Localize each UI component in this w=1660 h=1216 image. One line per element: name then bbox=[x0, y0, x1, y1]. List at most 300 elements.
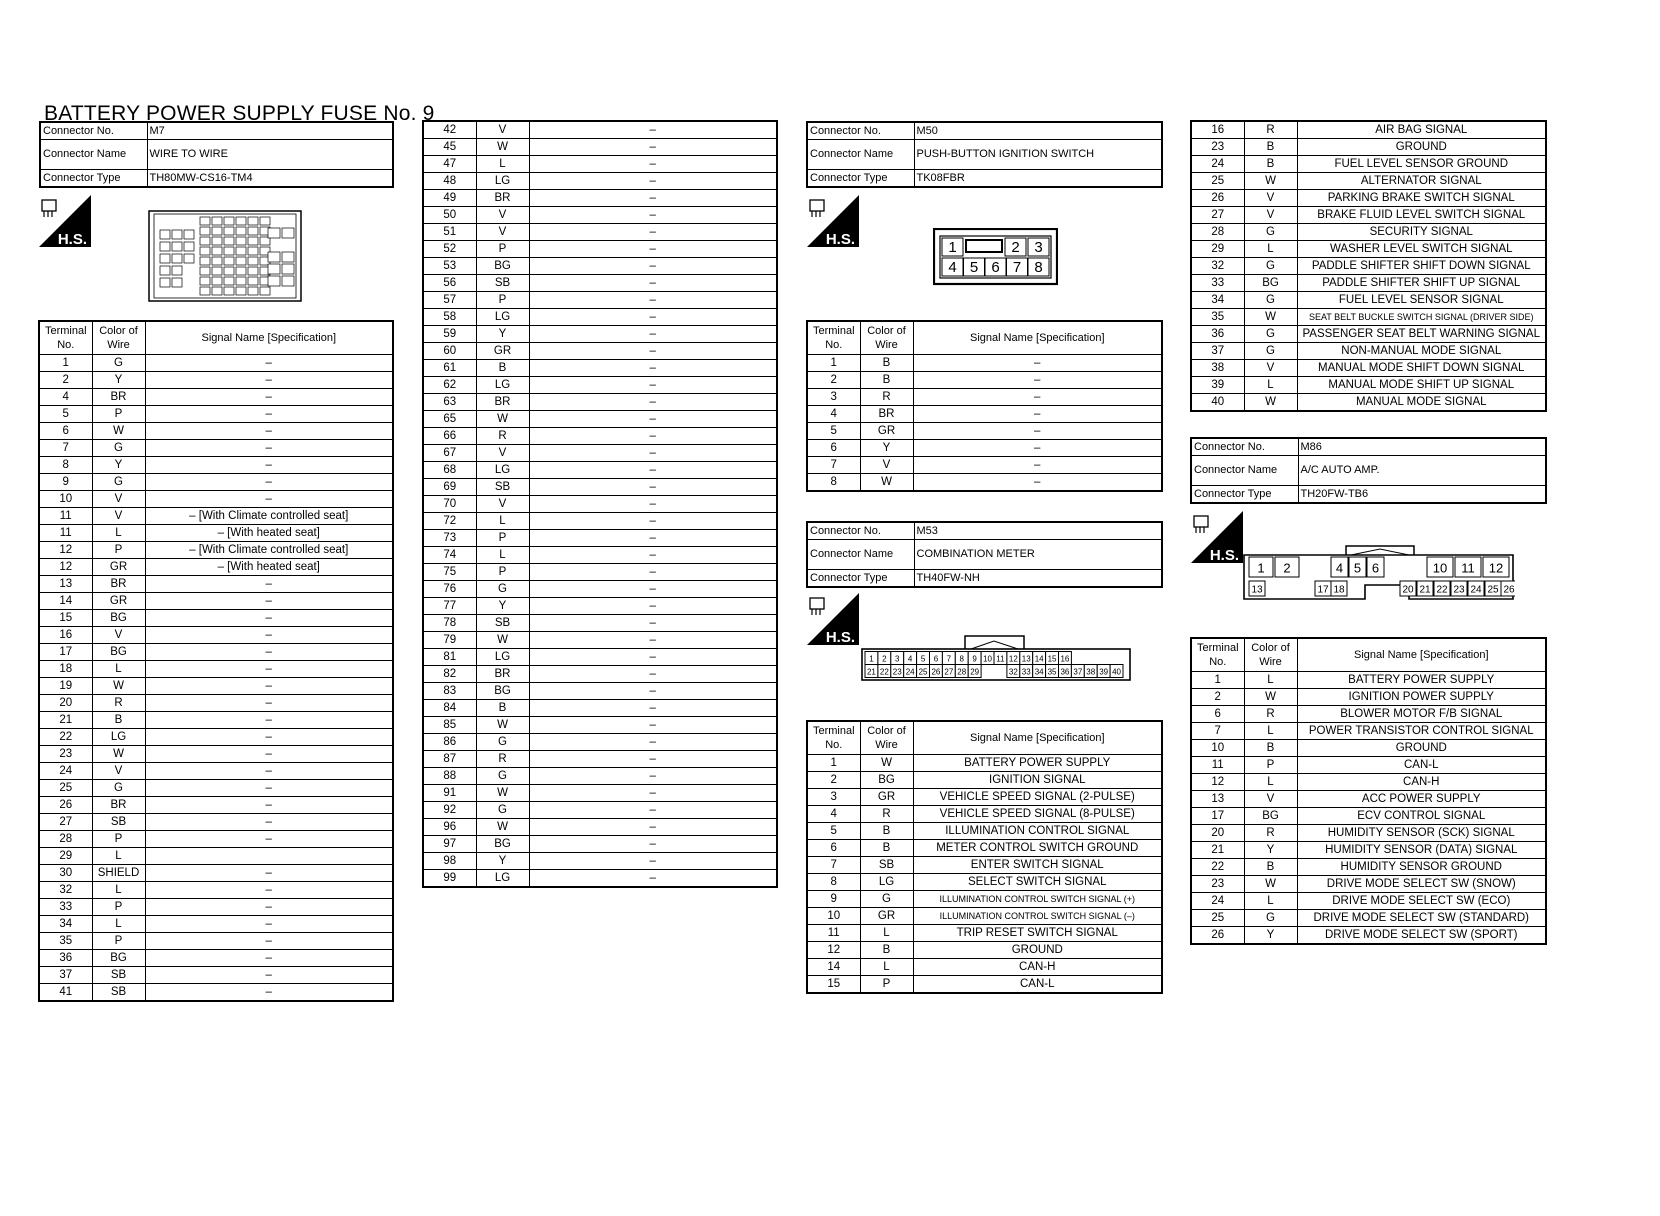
table-row bbox=[1191, 343, 1546, 360]
m50-terminal-table bbox=[806, 320, 1163, 492]
pin-number: 4 bbox=[907, 654, 913, 664]
terminal-no-header: Terminal No. bbox=[807, 321, 860, 355]
pin-number: 24 bbox=[1470, 584, 1482, 596]
signal-name-cell: BATTERY POWER SUPPLY bbox=[913, 755, 1162, 772]
signal-name-cell: MANUAL MODE SHIFT DOWN SIGNAL bbox=[1297, 360, 1546, 377]
wire-color-cell: Y bbox=[860, 440, 913, 457]
table-row bbox=[807, 423, 1162, 440]
connector-name-label: Connector Name bbox=[807, 140, 914, 170]
harness-side-icon bbox=[807, 593, 859, 645]
terminal-no-cell: 10 bbox=[39, 491, 92, 508]
terminal-no-cell: 7 bbox=[39, 440, 92, 457]
signal-name-cell: – bbox=[529, 598, 777, 615]
signal-name-cell: – bbox=[529, 751, 777, 768]
terminal-no-cell: 11 bbox=[807, 925, 860, 942]
terminal-no-cell: 5 bbox=[39, 406, 92, 423]
cavity bbox=[200, 287, 210, 295]
table-row bbox=[39, 797, 393, 814]
cavity bbox=[200, 237, 210, 245]
cavity bbox=[172, 242, 182, 251]
table-row bbox=[807, 925, 1162, 942]
signal-name-cell: – bbox=[529, 309, 777, 326]
terminal-no-cell: 37 bbox=[39, 967, 92, 984]
table-row bbox=[1191, 689, 1546, 706]
wire-color-cell: V bbox=[92, 627, 145, 644]
table-row bbox=[423, 547, 777, 564]
terminal-no-cell: 21 bbox=[39, 712, 92, 729]
signal-name-cell: – bbox=[529, 802, 777, 819]
wire-color-cell: R bbox=[860, 806, 913, 823]
signal-name-cell: ILLUMINATION CONTROL SIGNAL bbox=[913, 823, 1162, 840]
wire-color-cell: P bbox=[476, 564, 529, 581]
table-row bbox=[423, 717, 777, 734]
hs-label: H.S. bbox=[1209, 547, 1239, 563]
signal-name-cell: FUEL LEVEL SENSOR GROUND bbox=[1297, 156, 1546, 173]
terminal-no-cell: 78 bbox=[423, 615, 476, 632]
pin-number: 1 bbox=[1257, 560, 1265, 576]
signal-name-cell: HUMIDITY SENSOR GROUND bbox=[1297, 859, 1546, 876]
wire-color-cell: G bbox=[1244, 258, 1297, 275]
pin-number: 27 bbox=[944, 667, 954, 677]
table-row bbox=[423, 564, 777, 581]
terminal-no-header: Terminal No. bbox=[1191, 638, 1244, 672]
table-row bbox=[1191, 723, 1546, 740]
table-row bbox=[39, 729, 393, 746]
connector-no-label: Connector No. bbox=[1191, 438, 1298, 456]
wire-color-cell: V bbox=[92, 763, 145, 780]
pin-number: 22 bbox=[879, 667, 889, 677]
wire-color-cell: V bbox=[476, 207, 529, 224]
wire-color-cell: W bbox=[476, 411, 529, 428]
table-row bbox=[423, 139, 777, 156]
signal-name-cell: – bbox=[145, 406, 393, 423]
cavity bbox=[224, 277, 234, 285]
table-row bbox=[423, 394, 777, 411]
table-row bbox=[39, 525, 393, 542]
color-of-wire-header: Color of Wire bbox=[860, 321, 913, 355]
signal-name-cell: NON-MANUAL MODE SIGNAL bbox=[1297, 343, 1546, 360]
terminal-no-cell: 35 bbox=[39, 933, 92, 950]
terminal-no-cell: 1 bbox=[807, 755, 860, 772]
wire-color-cell: W bbox=[476, 632, 529, 649]
wire-color-cell: B bbox=[476, 700, 529, 717]
signal-name-cell: GROUND bbox=[1297, 740, 1546, 757]
wire-color-cell: SB bbox=[476, 615, 529, 632]
signal-name-cell: – bbox=[529, 666, 777, 683]
terminal-no-cell: 77 bbox=[423, 598, 476, 615]
pin-number: 2 bbox=[1283, 560, 1291, 576]
signal-name-cell: – bbox=[145, 933, 393, 950]
terminal-no-cell: 23 bbox=[1191, 139, 1244, 156]
signal-name-cell: – bbox=[913, 355, 1162, 372]
signal-name-cell: PARKING BRAKE SWITCH SIGNAL bbox=[1297, 190, 1546, 207]
signal-name-cell: – bbox=[913, 440, 1162, 457]
table-row bbox=[423, 343, 777, 360]
wire-color-cell: W bbox=[92, 678, 145, 695]
table-row bbox=[39, 950, 393, 967]
signal-name-cell: – bbox=[145, 389, 393, 406]
wire-color-cell: B bbox=[1244, 740, 1297, 757]
table-row bbox=[423, 751, 777, 768]
table-row bbox=[807, 976, 1162, 994]
cavity bbox=[248, 277, 258, 285]
table-row bbox=[807, 908, 1162, 925]
terminal-no-cell: 8 bbox=[39, 457, 92, 474]
terminal-no-cell: 12 bbox=[1191, 774, 1244, 791]
terminal-no-cell: 40 bbox=[1191, 394, 1244, 412]
terminal-no-cell: 61 bbox=[423, 360, 476, 377]
signal-name-cell: GROUND bbox=[1297, 139, 1546, 156]
cavity bbox=[184, 242, 194, 251]
pin-number: 11 bbox=[1461, 560, 1475, 576]
wire-color-cell: SHIELD bbox=[92, 865, 145, 882]
wire-color-cell: G bbox=[476, 581, 529, 598]
signal-name-cell: HUMIDITY SENSOR (DATA) SIGNAL bbox=[1297, 842, 1546, 859]
terminal-no-cell: 69 bbox=[423, 479, 476, 496]
table-row bbox=[39, 984, 393, 1002]
wire-color-cell: G bbox=[92, 355, 145, 372]
table-row bbox=[423, 581, 777, 598]
wire-color-cell: R bbox=[860, 389, 913, 406]
terminal-no-cell: 82 bbox=[423, 666, 476, 683]
terminal-no-cell: 28 bbox=[39, 831, 92, 848]
wire-color-cell: BR bbox=[476, 666, 529, 683]
table-row bbox=[423, 309, 777, 326]
table-row bbox=[423, 496, 777, 513]
terminal-no-cell: 57 bbox=[423, 292, 476, 309]
terminal-no-cell: 17 bbox=[39, 644, 92, 661]
wire-color-cell: G bbox=[476, 768, 529, 785]
wire-color-cell: Y bbox=[476, 598, 529, 615]
table-row bbox=[423, 190, 777, 207]
pin-number: 29 bbox=[970, 667, 980, 677]
terminal-no-cell: 63 bbox=[423, 394, 476, 411]
table-row bbox=[423, 530, 777, 547]
table-row bbox=[1191, 394, 1546, 412]
wire-color-cell: BG bbox=[860, 772, 913, 789]
connector-no-value: M50 bbox=[914, 122, 1162, 140]
table-row bbox=[1191, 258, 1546, 275]
wire-color-cell: V bbox=[1244, 207, 1297, 224]
signal-name-cell: ILLUMINATION CONTROL SWITCH SIGNAL (–) bbox=[913, 908, 1162, 925]
signal-name-cell: – bbox=[529, 394, 777, 411]
wire-color-cell: B bbox=[860, 942, 913, 959]
terminal-no-cell: 50 bbox=[423, 207, 476, 224]
signal-name-cell: – bbox=[145, 831, 393, 848]
terminal-no-cell: 17 bbox=[1191, 808, 1244, 825]
wire-color-cell: B bbox=[860, 823, 913, 840]
table-row bbox=[423, 241, 777, 258]
cavity bbox=[160, 230, 170, 239]
color-of-wire-header: Color of Wire bbox=[1244, 638, 1297, 672]
signal-name-cell: – bbox=[145, 882, 393, 899]
pin-number: 22 bbox=[1436, 584, 1448, 596]
signal-name-cell: – bbox=[529, 462, 777, 479]
wire-color-cell: W bbox=[92, 423, 145, 440]
table-row bbox=[1191, 207, 1546, 224]
color-of-wire-header: Color of Wire bbox=[92, 321, 145, 355]
cavity bbox=[282, 264, 294, 274]
signal-name-cell: – bbox=[529, 683, 777, 700]
table-row bbox=[423, 649, 777, 666]
wire-color-cell: V bbox=[476, 121, 529, 139]
wire-color-cell: W bbox=[92, 746, 145, 763]
connector-name-value: PUSH-BUTTON IGNITION SWITCH bbox=[914, 140, 1162, 170]
m86-terminal-table bbox=[1190, 637, 1547, 945]
cavity bbox=[236, 247, 246, 255]
table-row bbox=[1191, 893, 1546, 910]
wire-color-cell: LG bbox=[476, 377, 529, 394]
pin-number: 8 bbox=[959, 654, 964, 664]
signal-name-cell: – bbox=[145, 355, 393, 372]
wire-color-cell: V bbox=[1244, 190, 1297, 207]
pin-number: 8 bbox=[1034, 259, 1043, 277]
wire-color-cell: LG bbox=[476, 649, 529, 666]
signal-name-cell: – bbox=[529, 785, 777, 802]
signal-name-cell: SELECT SWITCH SIGNAL bbox=[913, 874, 1162, 891]
signal-name-cell: – bbox=[529, 717, 777, 734]
harness-side-icon bbox=[1191, 511, 1243, 563]
wire-color-cell: W bbox=[476, 785, 529, 802]
cavity bbox=[200, 257, 210, 265]
m53-connector-info bbox=[806, 521, 1163, 588]
table-row bbox=[39, 712, 393, 729]
keyway-slot bbox=[966, 240, 1002, 252]
cavity bbox=[248, 217, 258, 225]
pin-number: 16 bbox=[1060, 654, 1070, 664]
table-row bbox=[423, 598, 777, 615]
terminal-no-cell: 15 bbox=[39, 610, 92, 627]
cavity bbox=[172, 230, 182, 239]
signal-name-cell: – bbox=[529, 734, 777, 751]
wire-color-cell: Y bbox=[92, 457, 145, 474]
cavity bbox=[236, 267, 246, 275]
cavity bbox=[268, 276, 280, 286]
table-row bbox=[423, 734, 777, 751]
wire-color-cell: L bbox=[476, 156, 529, 173]
cavity bbox=[282, 228, 294, 238]
connector-type-label: Connector Type bbox=[807, 570, 914, 588]
wire-color-cell: BG bbox=[476, 258, 529, 275]
hs-label: H.S. bbox=[57, 231, 87, 247]
connector-name-label: Connector Name bbox=[807, 540, 914, 570]
cavity bbox=[200, 247, 210, 255]
connector-no-value: M86 bbox=[1298, 438, 1546, 456]
terminal-no-cell: 66 bbox=[423, 428, 476, 445]
m50-connector-face-diagram bbox=[933, 228, 1058, 286]
cavity bbox=[260, 287, 270, 295]
terminal-no-cell: 48 bbox=[423, 173, 476, 190]
signal-name-cell: AIR BAG SIGNAL bbox=[1297, 121, 1546, 139]
pin-number: 23 bbox=[1453, 584, 1465, 596]
pin-number: 24 bbox=[905, 667, 915, 677]
wire-color-cell: L bbox=[92, 661, 145, 678]
terminal-no-cell: 11 bbox=[39, 525, 92, 542]
pin-number: 2 bbox=[882, 654, 887, 664]
signal-name-cell: – bbox=[145, 780, 393, 797]
table-row bbox=[39, 780, 393, 797]
signal-name-cell: GROUND bbox=[913, 942, 1162, 959]
table-row bbox=[39, 457, 393, 474]
table-row bbox=[1191, 876, 1546, 893]
signal-name-cell: – bbox=[145, 661, 393, 678]
signal-name-cell: IGNITION POWER SUPPLY bbox=[1297, 689, 1546, 706]
terminal-no-cell: 65 bbox=[423, 411, 476, 428]
terminal-no-cell: 52 bbox=[423, 241, 476, 258]
wire-color-cell: SB bbox=[92, 984, 145, 1002]
table-row bbox=[807, 891, 1162, 908]
connector-type-value: TH40FW-NH bbox=[914, 570, 1162, 588]
pin-number: 13 bbox=[1021, 654, 1031, 664]
table-row bbox=[1191, 292, 1546, 309]
terminal-no-cell: 25 bbox=[1191, 173, 1244, 190]
wire-color-cell: W bbox=[1244, 309, 1297, 326]
cavity bbox=[224, 257, 234, 265]
pin-number: 34 bbox=[1034, 667, 1044, 677]
signal-name-cell: – bbox=[529, 581, 777, 598]
terminal-no-cell: 45 bbox=[423, 139, 476, 156]
pin-number: 7 bbox=[1012, 259, 1022, 277]
wire-color-cell: B bbox=[92, 712, 145, 729]
table-row bbox=[1191, 791, 1546, 808]
wire-color-cell: LG bbox=[476, 870, 529, 888]
wire-color-cell: G bbox=[1244, 343, 1297, 360]
cavity bbox=[268, 264, 280, 274]
terminal-no-cell: 85 bbox=[423, 717, 476, 734]
table-row bbox=[39, 865, 393, 882]
signal-name-cell: – bbox=[145, 610, 393, 627]
cavity bbox=[160, 254, 170, 263]
table-row bbox=[423, 411, 777, 428]
terminal-no-cell: 14 bbox=[39, 593, 92, 610]
terminal-no-header: Terminal No. bbox=[807, 721, 860, 755]
signal-name-cell: – [With heated seat] bbox=[145, 525, 393, 542]
terminal-no-cell: 75 bbox=[423, 564, 476, 581]
cavity bbox=[248, 247, 258, 255]
table-row bbox=[1191, 842, 1546, 859]
table-row bbox=[423, 768, 777, 785]
hs-label: H.S. bbox=[825, 231, 855, 247]
terminal-no-cell: 18 bbox=[39, 661, 92, 678]
wire-color-cell: GR bbox=[92, 593, 145, 610]
page-title: BATTERY POWER SUPPLY FUSE No. 9 bbox=[44, 102, 435, 125]
cavity bbox=[236, 277, 246, 285]
pin-number: 5 bbox=[920, 654, 926, 664]
table-row bbox=[423, 819, 777, 836]
pin-number: 4 bbox=[948, 259, 957, 277]
pin-number: 7 bbox=[946, 654, 952, 664]
wire-color-cell: L bbox=[1244, 723, 1297, 740]
signal-name-cell: – bbox=[145, 695, 393, 712]
table-row bbox=[807, 823, 1162, 840]
terminal-no-cell: 58 bbox=[423, 309, 476, 326]
signal-name-cell: – bbox=[529, 513, 777, 530]
signal-name-cell: – bbox=[145, 950, 393, 967]
wire-color-cell: BG bbox=[92, 644, 145, 661]
wire-color-cell: GR bbox=[860, 789, 913, 806]
terminal-no-cell: 2 bbox=[807, 372, 860, 389]
cavity bbox=[248, 237, 258, 245]
terminal-no-cell: 6 bbox=[1191, 706, 1244, 723]
signal-name-cell: – [With Climate controlled seat] bbox=[145, 542, 393, 559]
signal-name-cell: – bbox=[529, 173, 777, 190]
cavity bbox=[268, 252, 280, 262]
terminal-no-header: Terminal No. bbox=[39, 321, 92, 355]
wire-color-cell: R bbox=[1244, 121, 1297, 139]
pin-number: 6 bbox=[991, 259, 1000, 277]
terminal-no-cell: 8 bbox=[807, 874, 860, 891]
pin-number: 4 bbox=[1335, 560, 1344, 576]
pin-number: 12 bbox=[1488, 560, 1504, 576]
terminal-no-cell: 13 bbox=[39, 576, 92, 593]
signal-name-cell: CAN-H bbox=[913, 959, 1162, 976]
signal-name-cell: – bbox=[529, 292, 777, 309]
connector-no-label: Connector No. bbox=[40, 122, 147, 140]
terminal-no-cell: 3 bbox=[807, 789, 860, 806]
signal-name-cell: – bbox=[529, 258, 777, 275]
connector-type-value: TH20FW-TB6 bbox=[1298, 486, 1546, 504]
terminal-no-cell: 92 bbox=[423, 802, 476, 819]
table-row bbox=[1191, 672, 1546, 689]
terminal-no-cell: 2 bbox=[807, 772, 860, 789]
terminal-no-cell: 7 bbox=[807, 857, 860, 874]
signal-name-cell: – bbox=[529, 496, 777, 513]
signal-name-header: Signal Name [Specification] bbox=[1297, 638, 1546, 672]
signal-name-cell: CAN-L bbox=[913, 976, 1162, 994]
signal-name-cell: – bbox=[913, 372, 1162, 389]
pin-number: 32 bbox=[1008, 667, 1018, 677]
wire-color-cell: V bbox=[476, 445, 529, 462]
m50-connector-info bbox=[806, 121, 1163, 188]
cavity bbox=[184, 230, 194, 239]
m53-terminal-table-continued bbox=[1190, 120, 1547, 412]
wire-color-cell: L bbox=[92, 916, 145, 933]
terminal-no-cell: 67 bbox=[423, 445, 476, 462]
signal-name-cell: – bbox=[145, 678, 393, 695]
cavity bbox=[212, 237, 222, 245]
cavity bbox=[224, 237, 234, 245]
terminal-no-cell: 34 bbox=[39, 916, 92, 933]
wire-color-cell: G bbox=[1244, 910, 1297, 927]
cavity bbox=[224, 247, 234, 255]
cavity bbox=[260, 217, 270, 225]
pin-number: 37 bbox=[1073, 667, 1083, 677]
terminal-no-cell: 37 bbox=[1191, 343, 1244, 360]
wire-color-cell: G bbox=[1244, 292, 1297, 309]
wire-color-cell: V bbox=[476, 496, 529, 513]
signal-name-cell: – bbox=[529, 156, 777, 173]
wire-color-cell: P bbox=[92, 831, 145, 848]
wire-color-cell: LG bbox=[92, 729, 145, 746]
signal-name-cell: – bbox=[529, 632, 777, 649]
terminal-no-cell: 70 bbox=[423, 496, 476, 513]
cavity bbox=[236, 237, 246, 245]
wire-color-cell: Y bbox=[1244, 842, 1297, 859]
terminal-no-cell: 28 bbox=[1191, 224, 1244, 241]
wire-color-cell: Y bbox=[476, 326, 529, 343]
table-row bbox=[1191, 859, 1546, 876]
table-row bbox=[423, 666, 777, 683]
signal-name-cell: – bbox=[529, 836, 777, 853]
terminal-no-cell: 84 bbox=[423, 700, 476, 717]
cavity bbox=[200, 227, 210, 235]
cavity bbox=[224, 217, 234, 225]
terminal-no-cell: 12 bbox=[807, 942, 860, 959]
signal-name-cell: – bbox=[529, 564, 777, 581]
table-row bbox=[39, 389, 393, 406]
wire-color-cell: V bbox=[476, 224, 529, 241]
terminal-no-cell: 86 bbox=[423, 734, 476, 751]
